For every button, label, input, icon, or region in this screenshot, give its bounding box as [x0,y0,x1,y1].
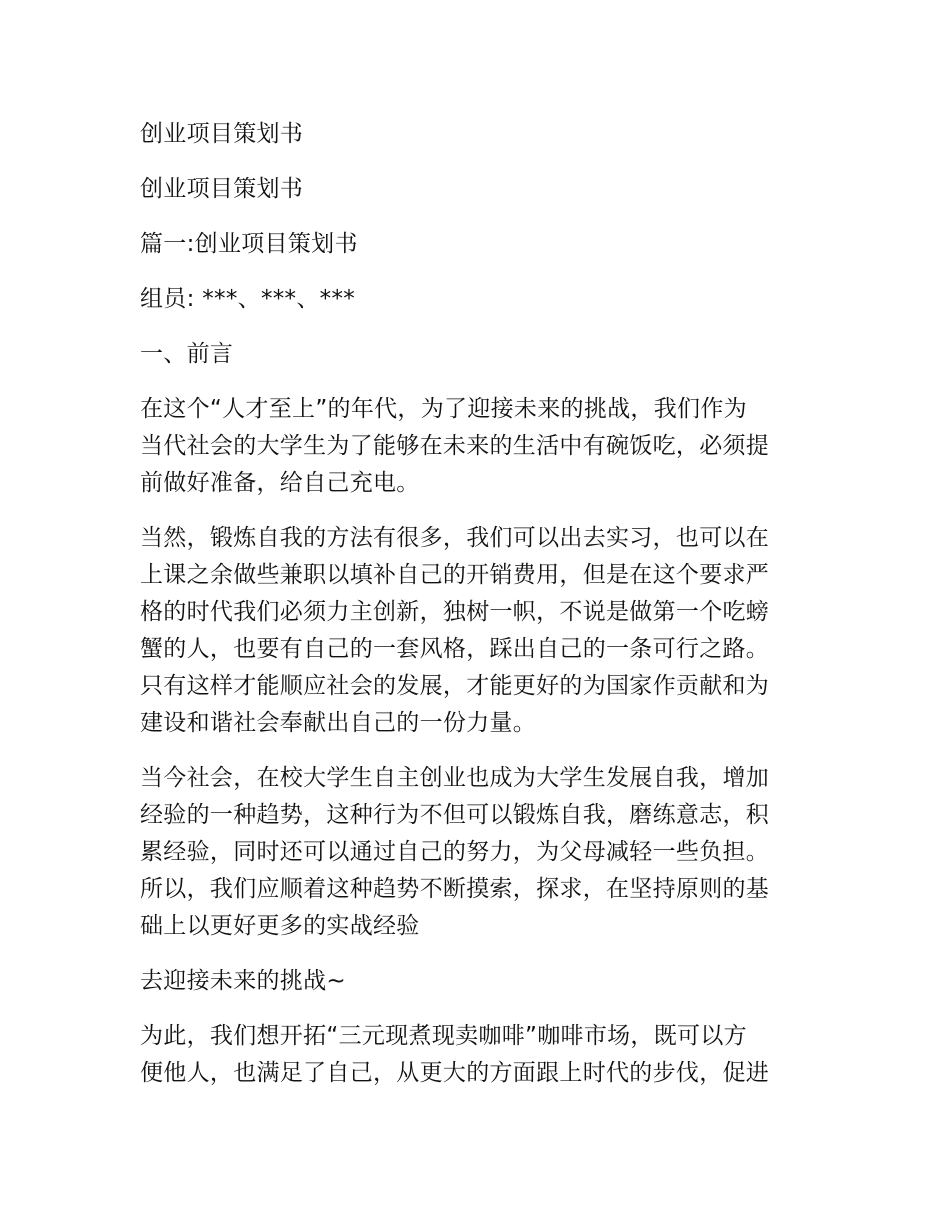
paragraph-5 [140,1018,802,1092]
paragraph-line: 前做好准备，给自己充电。 [140,470,420,496]
paragraph-line: 为此，我们想开拓“三元现煮现卖咖啡”咖啡市场，既可以方 [140,1023,747,1049]
paragraph-line: 在这个“人才至上”的年代，为了迎接未来的挑战，我们作为 [140,396,747,422]
section-heading-preface: 一、前言 [140,341,234,367]
paragraph-line: 累经验，同时还可以通过自己的努力，为父母减轻一些负担。 [140,839,770,865]
paragraph-3 [140,760,802,945]
paragraph-line: 经验的一种趋势，这种行为不但可以锻炼自我，磨练意志，积 [140,802,770,828]
document-page [140,116,802,1110]
paragraph-line: 当然，锻炼自我的方法有很多，我们可以出去实习，也可以在 [140,525,770,551]
paragraph-2 [140,520,802,742]
paragraph-1 [140,391,802,502]
paragraph-line: 础上以更好更多的实战经验 [140,913,420,939]
doc-subtitle: 创业项目策划书 [140,176,304,202]
paragraph-line: 便他人，也满足了自己，从更大的方面跟上时代的步伐，促进 [140,1060,770,1086]
paragraph-line: 当代社会的大学生为了能够在未来的生活中有碗饭吃，必须提 [140,433,770,459]
chapter-heading: 篇一:创业项目策划书 [140,231,358,257]
paragraph-line: 只有这样才能顺应社会的发展，才能更好的为国家作贡献和为 [140,673,770,699]
paragraph-4: 去迎接未来的挑战~ [140,968,346,994]
paragraph-line: 蟹的人，也要有自己的一套风格，踩出自己的一条可行之路。 [140,636,770,662]
paragraph-line: 格的时代我们必须力主创新，独树一帜，不说是做第一个吃螃 [140,599,770,625]
paragraph-line: 建设和谐社会奉献出自己的一份力量。 [140,710,537,736]
doc-title: 创业项目策划书 [140,121,304,147]
paragraph-line: 上课之余做些兼职以填补自己的开销费用，但是在这个要求严 [140,562,770,588]
members-line: 组员: ***、***、*** [140,286,356,312]
paragraph-line: 当今社会，在校大学生自主创业也成为大学生发展自我，增加 [140,765,770,791]
paragraph-line: 所以，我们应顺着这种趋势不断摸索，探求，在坚持原则的基 [140,876,770,902]
